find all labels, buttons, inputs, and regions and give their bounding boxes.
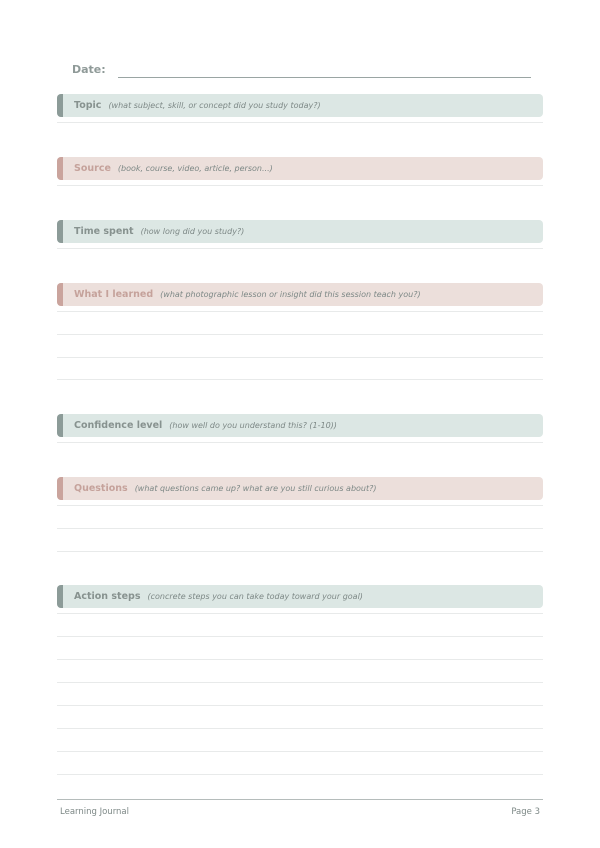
- writing-line[interactable]: [57, 551, 543, 552]
- section-hint: (concrete steps you can take today toward your goal): [147, 592, 363, 601]
- section-hint: (how well do you understand this? (1-10)): [169, 421, 337, 430]
- writing-line[interactable]: [57, 505, 543, 506]
- writing-line[interactable]: [57, 185, 543, 186]
- writing-line[interactable]: [57, 442, 543, 443]
- writing-line[interactable]: [57, 705, 543, 706]
- section-header-what-i-learned: [57, 283, 543, 306]
- section-header-time-spent: [57, 220, 543, 243]
- date-field-line[interactable]: [118, 77, 531, 78]
- footer-divider: [57, 799, 543, 800]
- section-hint: (book, course, video, article, person...): [117, 164, 273, 173]
- writing-line[interactable]: [57, 334, 543, 335]
- footer-title: Learning Journal: [60, 807, 130, 817]
- writing-line[interactable]: [57, 728, 543, 729]
- date-label: Date:: [72, 63, 106, 76]
- section-label: Questions: [74, 483, 128, 494]
- section-label: Time spent: [74, 226, 134, 237]
- section-header-source: [57, 157, 543, 180]
- section-header-topic: [57, 94, 543, 117]
- section-label: What I learned: [74, 289, 154, 300]
- writing-line[interactable]: [57, 357, 543, 358]
- section-label: Source: [74, 163, 111, 174]
- section-header-confidence-level: [57, 414, 543, 437]
- writing-line[interactable]: [57, 528, 543, 529]
- writing-line[interactable]: [57, 636, 543, 637]
- writing-line[interactable]: [57, 659, 543, 660]
- footer-page-number: Page 3: [511, 807, 540, 817]
- section-hint: (how long did you study?): [140, 227, 245, 236]
- writing-line[interactable]: [57, 774, 543, 775]
- section-header-questions: [57, 477, 543, 500]
- section-hint: (what questions came up? what are you still curious about?): [134, 484, 377, 493]
- writing-line[interactable]: [57, 613, 543, 614]
- section-label: Topic: [74, 100, 102, 111]
- writing-line[interactable]: [57, 682, 543, 683]
- section-hint: (what photographic lesson or insight did this session teach you?): [160, 290, 421, 299]
- section-label: Confidence level: [74, 420, 163, 431]
- section-label: Action steps: [74, 591, 141, 602]
- writing-line[interactable]: [57, 122, 543, 123]
- section-hint: (what subject, skill, or concept did you study today?): [108, 101, 321, 110]
- writing-line[interactable]: [57, 248, 543, 249]
- writing-line[interactable]: [57, 379, 543, 380]
- writing-line[interactable]: [57, 751, 543, 752]
- section-header-action-steps: [57, 585, 543, 608]
- writing-line[interactable]: [57, 311, 543, 312]
